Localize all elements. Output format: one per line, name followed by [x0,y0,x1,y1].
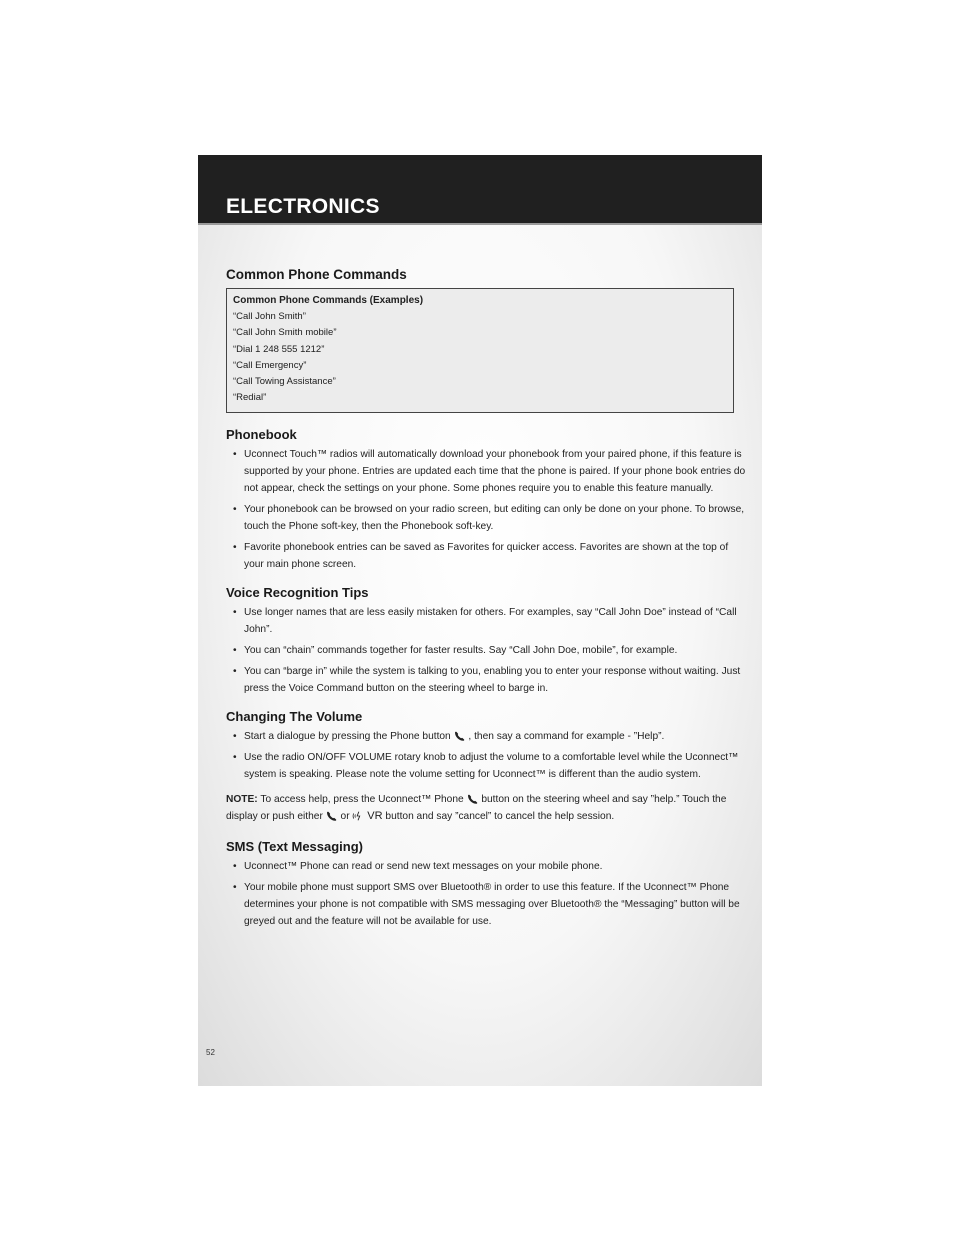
heading-voice-tips: Voice Recognition Tips [226,584,369,600]
page-number: 52 [206,1048,215,1057]
commands-table-row: “Redial” [233,392,267,404]
note-or: or [340,810,350,822]
list-item: • Uconnect Touch™ radios will automatically download your phonebook from your paired phone, if this feature is supported by your phone. Entries are updated each time that the phone is paired. If your phone book entries do not appear, check the settings on your phone. Some phones require you to enable this feature manually. [226,446,746,497]
list-item: • You can “chain” commands together for faster results. Say “Call John Doe, mobile”, for example. [226,642,746,659]
voice-tips-list [226,604,746,697]
sms-list [226,858,746,930]
phonebook-list [226,446,746,573]
list-item: • Your phonebook can be browsed on your radio screen, but editing can only be done on your phone. To browse, touch the Phone soft-key, then the Phonebook soft-key. [226,501,746,535]
commands-table-header: Common Phone Commands (Examples) [233,295,424,306]
section-title: ELECTRONICS [226,195,380,218]
commands-table-row: “Call John Smith” [233,311,306,322]
heading-sms: SMS (Text Messaging) [226,838,364,854]
heading-volume: Changing The Volume [226,708,363,724]
note-label: NOTE: [226,793,258,805]
volume-list [226,728,746,783]
list-item [226,728,746,745]
commands-table-row: “Dial 1 248 555 1212” [233,343,325,355]
commands-table-row: “Call Towing Assistance” [233,376,336,388]
heading-common-phone-commands: Common Phone Commands [226,267,407,282]
section-phonebook [226,427,746,573]
list-item: • Use the radio ON/OFF VOLUME rotary knob to adjust the volume to a comfortable level while the Uconnect™ system is speaking. Please note the volume setting for Uconnect™ is different than the audio system. [226,749,746,783]
section-volume [226,709,746,825]
phone-icon [467,794,479,804]
volume-bullet1-start: Start a dialogue by pressing the Phone button [244,730,451,742]
heading-phonebook: Phonebook [226,426,297,442]
commands-table [226,288,734,413]
section-header [198,155,762,223]
voice-icon [352,810,364,822]
list-item: • Your mobile phone must support SMS over Bluetooth® in order to use this feature. If the Uconnect™ Phone determines your phone is not compatible with SMS messaging over Bluetooth® the “Messaging” button will be greyed out and the feature will not be available for use. [226,879,746,930]
list-item: • Use longer names that are less easily mistaken for others. For examples, say “Call John Doe” instead of “Call John”. [226,604,746,638]
section-voice-tips [226,585,746,697]
header-divider [198,223,762,225]
section-sms [226,839,746,930]
volume-bullet1-end: , then say a command for example - ”Help”. [468,730,665,742]
vr-label: VR [367,809,383,822]
list-item: • Uconnect™ Phone can read or send new text messages on your mobile phone. [226,858,746,875]
volume-note [226,791,746,825]
list-item: • Favorite phonebook entries can be saved as Favorites for quicker access. Favorites are shown at the top of your main phone screen. [226,539,746,573]
commands-table-row: “Call Emergency” [233,359,307,371]
list-item: • You can “barge in” while the system is talking to you, enabling you to enter your response without waiting. Just press the Voice Command button on the steering wheel to barge in. [226,663,746,697]
note-text-b: button on the steering wheel and say ”help.” Touch the display or push either [226,793,727,822]
phone-icon [454,731,466,741]
note-text-c: button and say ”cancel” to cancel the help session. [385,810,615,822]
commands-table-row: “Call John Smith mobile” [233,327,337,339]
manual-page [198,155,762,1086]
phone-icon [326,811,338,821]
page-content [226,267,746,934]
note-text-a: To access help, press the Uconnect™ Phone [260,793,464,805]
